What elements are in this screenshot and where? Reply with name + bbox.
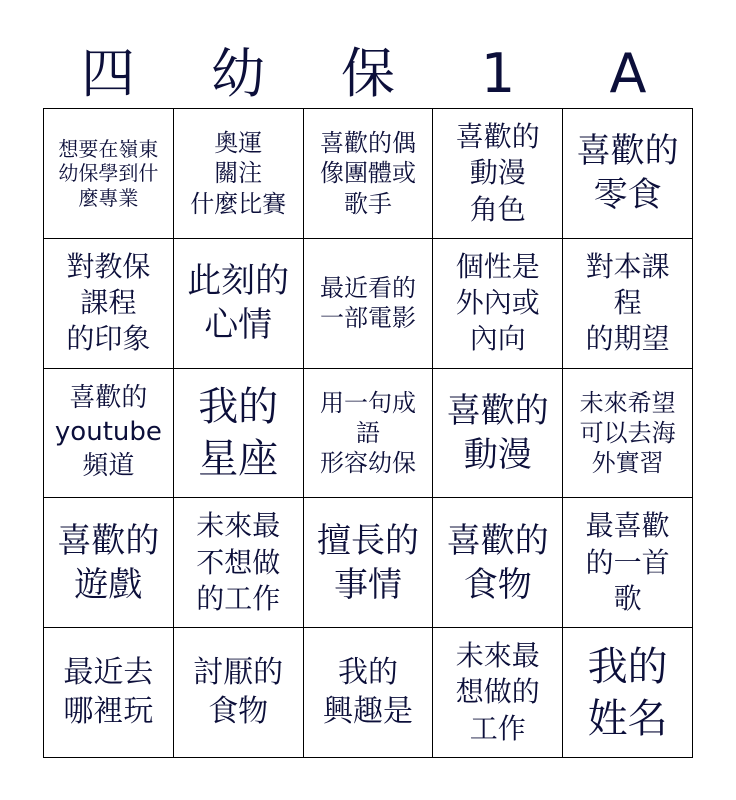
- bingo-cell[interactable]: [563, 369, 693, 499]
- bingo-cell[interactable]: [304, 498, 434, 628]
- cell-text: 用一句成 語 形容幼保: [319, 388, 416, 478]
- bingo-cell[interactable]: [563, 109, 693, 239]
- cell-text: 想要在嶺東 幼保學到什 麼專業: [58, 136, 159, 210]
- cell-text: 喜歡的 遊戲: [57, 520, 160, 605]
- cell-text: 對本課 程 的期望: [585, 249, 670, 356]
- cell-text: 喜歡的 零食: [576, 131, 679, 216]
- title-letter-5: A: [609, 42, 647, 105]
- cell-text: 未來最 不想做 的工作: [196, 509, 281, 615]
- bingo-cell[interactable]: [174, 369, 304, 499]
- bingo-cell[interactable]: [174, 498, 304, 628]
- bingo-cell[interactable]: [563, 239, 693, 369]
- cell-text: 喜歡的偶 像團體或 歌手: [319, 129, 416, 218]
- bingo-board: [43, 108, 693, 758]
- cell-text: 奧運 關注 什麼比賽: [190, 129, 287, 218]
- cell-text: 個性是 外內或 內向: [455, 249, 540, 356]
- cell-text: 此刻的 心情: [187, 261, 290, 346]
- bingo-cell[interactable]: [44, 109, 174, 239]
- cell-text: 喜歡的 動漫 角色: [455, 119, 540, 226]
- bingo-cell[interactable]: [563, 498, 693, 628]
- bingo-cell[interactable]: [174, 239, 304, 369]
- cell-text: 喜歡的 食物: [446, 520, 549, 605]
- bingo-cell[interactable]: [304, 369, 434, 499]
- cell-text: 喜歡的 youtube 頻道: [54, 383, 162, 481]
- title-letter-4: 1: [480, 42, 516, 105]
- bingo-cell[interactable]: [44, 239, 174, 369]
- cell-text: 對教保 課程 的印象: [66, 249, 151, 356]
- bingo-cell[interactable]: [433, 109, 563, 239]
- cell-text: 我的 姓名: [587, 643, 668, 742]
- bingo-cell[interactable]: [304, 239, 434, 369]
- cell-text: 最喜歡 的一首 歌: [585, 509, 670, 615]
- cell-text: 未來希望 可以去海 外實習: [579, 388, 676, 478]
- cell-text: 最近去 哪裡玩: [63, 655, 154, 729]
- cell-text: 討厭的 食物: [193, 655, 284, 729]
- cell-text: 最近看的 一部電影: [319, 273, 416, 333]
- cell-text: 擅長的 事情: [316, 520, 419, 605]
- title-letter-1: 四: [81, 42, 135, 105]
- bingo-cell[interactable]: [174, 628, 304, 758]
- bingo-cell[interactable]: [44, 498, 174, 628]
- cell-text: 我的 興趣是: [322, 655, 413, 729]
- cell-text: 我的 星座: [198, 383, 279, 482]
- title-letter-3: 保: [341, 42, 395, 105]
- bingo-cell[interactable]: [433, 239, 563, 369]
- bingo-cell[interactable]: [433, 628, 563, 758]
- bingo-cell[interactable]: [304, 628, 434, 758]
- bingo-cell[interactable]: [433, 369, 563, 499]
- cell-text: 未來最 想做的 工作: [455, 639, 540, 745]
- title-letter-2: 幼: [211, 42, 265, 105]
- bingo-cell[interactable]: [44, 369, 174, 499]
- bingo-title: [43, 40, 693, 108]
- cell-text: 喜歡的 動漫: [446, 390, 549, 475]
- bingo-cell[interactable]: [563, 628, 693, 758]
- bingo-cell[interactable]: [433, 498, 563, 628]
- bingo-cell[interactable]: [304, 109, 434, 239]
- bingo-cell[interactable]: [44, 628, 174, 758]
- bingo-cell[interactable]: [174, 109, 304, 239]
